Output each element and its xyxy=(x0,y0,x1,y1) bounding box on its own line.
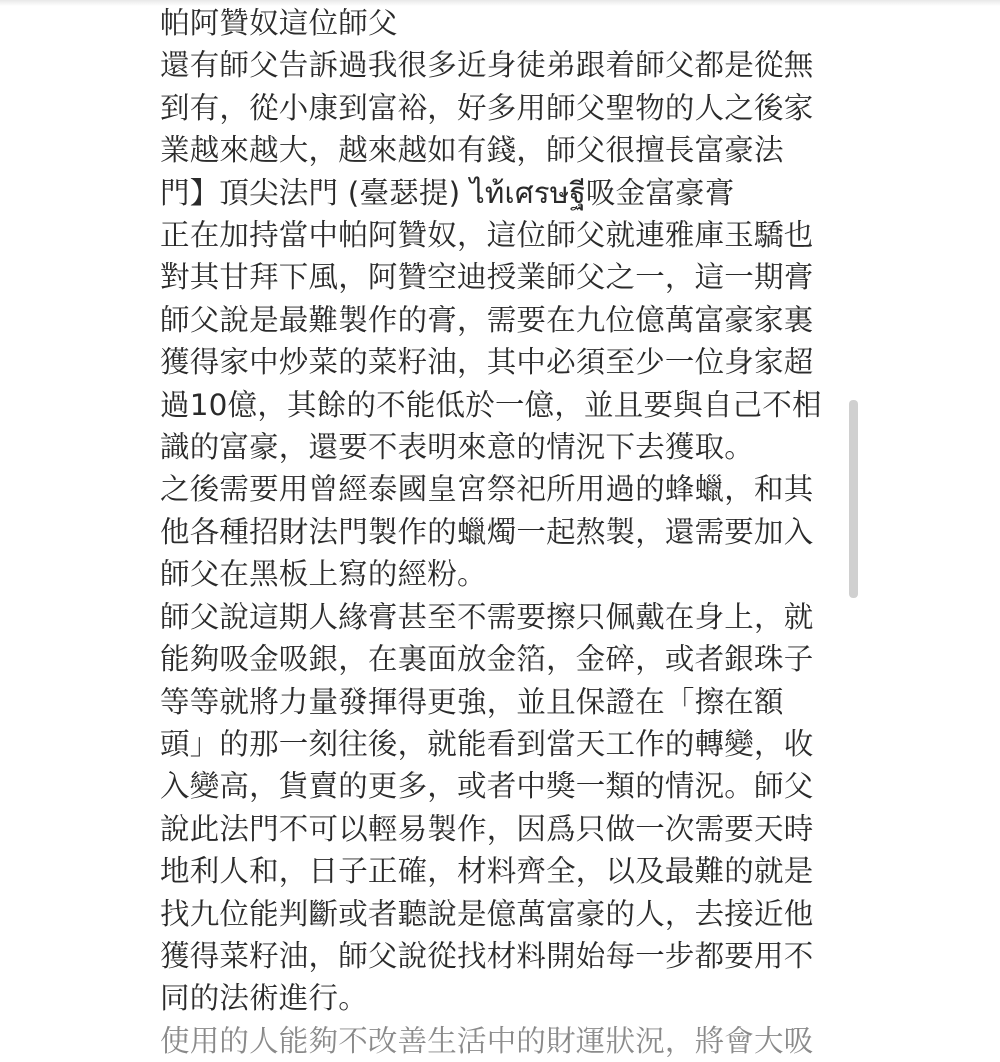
text-line: 頭」的那一刻往後，就能看到當天工作的轉變，收 xyxy=(160,726,814,761)
text-line: 帕阿贊奴這位師父 xyxy=(160,6,398,40)
text-line: 還有師父告訴過我很多近身徒弟跟着師父都是從無 xyxy=(160,48,814,83)
text-line: 師父說是最難製作的膏，需要在九位億萬富豪家裏 xyxy=(160,302,814,337)
text-line: 他各種招財法門製作的蠟燭一起熬製，還需要加入 xyxy=(160,514,814,549)
text-line: 師父在黑板上寫的經粉。 xyxy=(160,557,487,592)
text-line: 識的富豪，還要不表明來意的情況下去獲取。 xyxy=(160,430,755,465)
text-line: 對其甘拜下風，阿贊空迪授業師父之一，這一期膏 xyxy=(160,260,814,295)
text-line: 獲得菜籽油，師父說從找材料開始每一步都要用不 xyxy=(160,938,814,973)
text-line: 同的法術進行。 xyxy=(160,981,368,1016)
text-line: 等等就將力量發揮得更強，並且保證在「擦在額 xyxy=(160,684,784,719)
text-line: 地利人和，日子正確，材料齊全，以及最難的就是 xyxy=(160,854,814,889)
text-line: 入變高，貨賣的更多，或者中獎一類的情況。師父 xyxy=(160,769,814,804)
right-margin xyxy=(865,0,1000,1000)
text-line: 過10億，其餘的不能低於一億，並且要與自己不相 xyxy=(160,387,822,422)
text-line: 獲得家中炒菜的菜籽油，其中必須至少一位身家超 xyxy=(160,345,814,380)
partially-visible-line: 使用的人能夠不改善生活中的財運狀況，將會大吸 xyxy=(160,1023,814,1058)
text-line: 到有，從小康到富裕，好多用師父聖物的人之後家 xyxy=(160,90,814,125)
left-margin xyxy=(0,0,140,1000)
scrollbar-thumb[interactable] xyxy=(849,400,858,598)
text-line: 之後需要用曾經泰國皇宮祭祀所用過的蜂蠟，和其 xyxy=(160,472,814,507)
text-line: 門】頂尖法門 (臺瑟提) ไท้เศรษฐี吸金富豪膏 xyxy=(160,175,735,210)
article-body xyxy=(160,2,840,1058)
text-line: 正在加持當中帕阿贊奴，這位師父就連雅庫玉驕也 xyxy=(160,218,814,253)
text-line: 師父說這期人緣膏甚至不需要擦只佩戴在身上，就 xyxy=(160,599,814,634)
text-line: 找九位能判斷或者聽說是億萬富豪的人，去接近他 xyxy=(160,896,814,931)
text-line: 業越來越大，越來越如有錢，師父很擅長富豪法 xyxy=(160,133,784,168)
text-line: 能夠吸金吸銀，在裏面放金箔，金碎，或者銀珠子 xyxy=(160,642,814,677)
text-line: 說此法門不可以輕易製作，因爲只做一次需要天時 xyxy=(160,811,814,846)
